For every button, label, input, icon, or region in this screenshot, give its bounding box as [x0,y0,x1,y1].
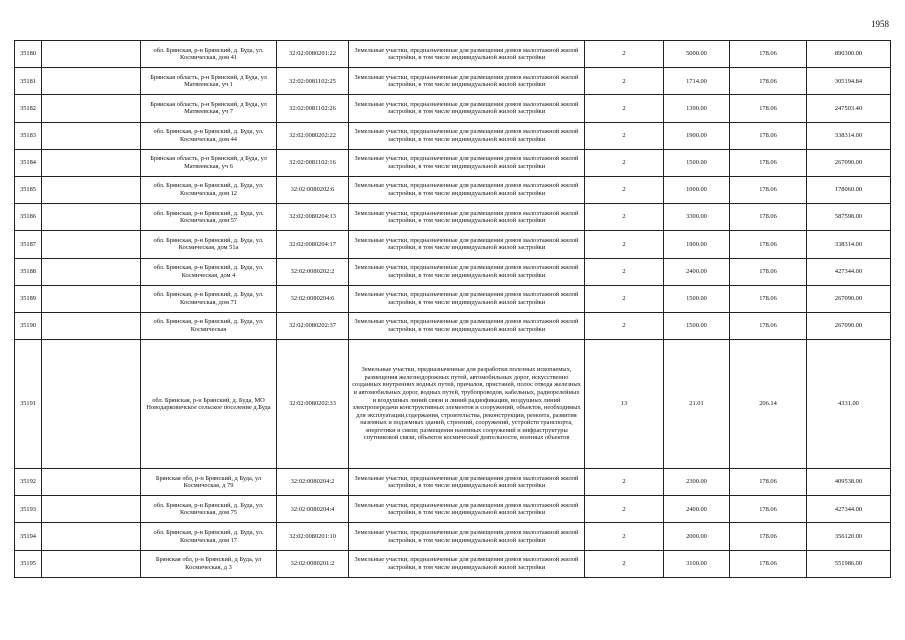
row-number-cell: 35189 [15,285,42,312]
blank-cell [42,258,141,285]
address-cell: обл. Брянская, р-н Брянский, д. Буда, ул. Космическая, дом 12 [141,176,277,203]
land-use-cell: Земельные участки, предназначенные для разработки полезных ископаемых, размещения железнодорожных путей, автомобильных дорог, искусственно созданных внутренних водных путей, причалов, пристаней, полос отвода железных и автомобильных дорог, водных путей, трубопроводов, кабельных, радиорелейных и воздушных линий связи и линий радиофикации, воздушных линий электропередачи конструктивных элементов и сооружений, объектов, необходимых для эксплуатации,содержания, строительства, реконструкции, ремонта, развития наземных и подземных зданий, строений, сооружений, устройств транспорта, энергетики и связи; размещения наземных сооружений и инфраструктуры спутниковой связи, объектов космической деятельности, военных объектов [349,340,585,469]
cadastral-number-cell: 32:02:0080202:2 [277,258,349,285]
land-use-cell: Земельные участки, предназначенные для размещения домов малоэтажной жилой застройки, в том числе индивидуальной жилой застройки [349,149,585,176]
address-cell: Брянская обл, р-н Брянский, д Буда, ул Космическая, д 79 [141,469,277,496]
cadastral-number-cell: 32:02:0080202:22 [277,122,349,149]
row-number-cell: 35186 [15,204,42,231]
row-number-cell: 35184 [15,149,42,176]
rate-cell: 178.06 [730,204,807,231]
table-row [15,340,891,469]
land-use-cell: Земельные участки, предназначенные для размещения домов малоэтажной жилой застройки, в том числе индивидуальной жилой застройки [349,176,585,203]
area-cell: 5000.00 [664,41,730,68]
row-number-cell: 35180 [15,41,42,68]
blank-cell [42,122,141,149]
area-cell: 1714.00 [664,68,730,95]
area-cell: 1500.00 [664,285,730,312]
area-cell: 2300.00 [664,469,730,496]
cadastral-number-cell: 32:02:0080201:2 [277,550,349,577]
rate-cell: 178.06 [730,258,807,285]
table-row [15,204,891,231]
rate-cell: 178.06 [730,176,807,203]
cadastral-number-cell: 32:02:0080204:13 [277,204,349,231]
cadastral-value-cell: 4331.00 [807,340,891,469]
group-cell: 2 [585,469,664,496]
cadastral-value-cell: 356120.00 [807,523,891,550]
cadastral-value-cell: 267090.00 [807,285,891,312]
cadastral-value-cell: 305194.84 [807,68,891,95]
group-cell: 2 [585,41,664,68]
cadastral-value-cell: 587598.00 [807,204,891,231]
cadastral-value-cell: 551986.00 [807,550,891,577]
land-use-cell: Земельные участки, предназначенные для размещения домов малоэтажной жилой застройки, в том числе индивидуальной жилой застройки [349,469,585,496]
blank-cell [42,231,141,258]
group-cell: 2 [585,149,664,176]
group-cell: 2 [585,68,664,95]
cadastral-value-cell: 267090.00 [807,149,891,176]
cadastral-number-cell: 32:02:0081102:16 [277,149,349,176]
land-use-cell: Земельные участки, предназначенные для размещения домов малоэтажной жилой застройки, в том числе индивидуальной жилой застройки [349,496,585,523]
table-row [15,469,891,496]
cadastral-value-table [14,40,891,578]
area-cell: 2400.00 [664,496,730,523]
group-cell: 2 [585,204,664,231]
address-cell: Брянская область, р-н Брянский, д Буда, ул Матвеевская, уч 7 [141,95,277,122]
cadastral-number-cell: 32:02:0080201:10 [277,523,349,550]
table-row [15,523,891,550]
table-row [15,149,891,176]
land-use-cell: Земельные участки, предназначенные для размещения домов малоэтажной жилой застройки, в том числе индивидуальной жилой застройки [349,95,585,122]
rate-cell: 178.06 [730,122,807,149]
cadastral-value-cell: 427344.00 [807,496,891,523]
cadastral-number-cell: 32:02:0080202:37 [277,312,349,339]
land-use-cell: Земельные участки, предназначенные для размещения домов малоэтажной жилой застройки, в том числе индивидуальной жилой застройки [349,550,585,577]
row-number-cell: 35190 [15,312,42,339]
blank-cell [42,149,141,176]
cadastral-number-cell: 32:02:0080201:22 [277,41,349,68]
table-row [15,312,891,339]
group-cell: 2 [585,523,664,550]
rate-cell: 178.06 [730,496,807,523]
table-row [15,550,891,577]
land-use-cell: Земельные участки, предназначенные для размещения домов малоэтажной жилой застройки, в том числе индивидуальной жилой застройки [349,204,585,231]
address-cell: обл. Брянская, р-н Брянский, д. Буда, ул. Космическая, дом 71 [141,285,277,312]
group-cell: 2 [585,258,664,285]
table-row [15,41,891,68]
table-row [15,95,891,122]
row-number-cell: 35187 [15,231,42,258]
rate-cell: 178.06 [730,149,807,176]
blank-cell [42,469,141,496]
blank-cell [42,41,141,68]
address-cell: обл. Брянская, р-н Брянский, д. Буда, ул. Космическая, дом 17 [141,523,277,550]
cadastral-value-cell: 178060.00 [807,176,891,203]
row-number-cell: 35195 [15,550,42,577]
cadastral-number-cell: 32:02:0081102:25 [277,68,349,95]
blank-cell [42,176,141,203]
address-cell: обл. Брянская, р-н Брянский, д. Буда, ул. Космическая, дом 4 [141,258,277,285]
rate-cell: 178.06 [730,285,807,312]
address-cell: обл. Брянская, р-н Брянский, д. Буда, ул. Космическая, дом 57 [141,204,277,231]
row-number-cell: 35188 [15,258,42,285]
area-cell: 1900.00 [664,122,730,149]
area-cell: 1000.00 [664,176,730,203]
group-cell: 2 [585,496,664,523]
row-number-cell: 35192 [15,469,42,496]
address-cell: Брянская обл, р-н Брянский, д Буда, ул Космическая, д 3 [141,550,277,577]
row-number-cell: 35191 [15,340,42,469]
land-use-cell: Земельные участки, предназначенные для размещения домов малоэтажной жилой застройки, в том числе индивидуальной жилой застройки [349,523,585,550]
cadastral-value-cell: 338314.00 [807,122,891,149]
land-use-cell: Земельные участки, предназначенные для размещения домов малоэтажной жилой застройки, в том числе индивидуальной жилой застройки [349,312,585,339]
blank-cell [42,285,141,312]
blank-cell [42,68,141,95]
row-number-cell: 35193 [15,496,42,523]
area-cell: 21.01 [664,340,730,469]
rate-cell: 178.06 [730,523,807,550]
address-cell: обл. Брянская, р-н Брянский, д. Буда, ул. Космическая [141,312,277,339]
rate-cell: 178.06 [730,68,807,95]
row-number-cell: 35181 [15,68,42,95]
table-row [15,176,891,203]
rate-cell: 178.06 [730,41,807,68]
cadastral-number-cell: 32:02:0081102:26 [277,95,349,122]
blank-cell [42,95,141,122]
group-cell: 2 [585,285,664,312]
group-cell: 2 [585,312,664,339]
address-cell: обл. Брянская, р-н Брянский, д. Буда, ул. Космическая, дом 41 [141,41,277,68]
area-cell: 1500.00 [664,149,730,176]
blank-cell [42,204,141,231]
table-row [15,68,891,95]
area-cell: 3100.00 [664,550,730,577]
row-number-cell: 35182 [15,95,42,122]
table-row [15,496,891,523]
cadastral-value-cell: 890300.00 [807,41,891,68]
group-cell: 13 [585,340,664,469]
group-cell: 2 [585,231,664,258]
rate-cell: 178.06 [730,312,807,339]
rate-cell: 178.06 [730,469,807,496]
rate-cell: 178.06 [730,95,807,122]
address-cell: обл. Брянская, р-н Брянский, д. Буда, ул. Космическая, дом 51а [141,231,277,258]
cadastral-number-cell: 32:02:0080204:17 [277,231,349,258]
cadastral-number-cell: 32:02:0080202:33 [277,340,349,469]
cadastral-number-cell: 32:02:0080204:2 [277,469,349,496]
table-row [15,285,891,312]
address-cell: обл. Брянская, р-н Брянский, д. Буда, ул. Космическая, дом 75 [141,496,277,523]
cadastral-number-cell: 32:02:0080204:6 [277,285,349,312]
address-cell: обл. Брянская, р-н Брянский, д. Буда, МО Новодарковичское сельское поселение д.Буда [141,340,277,469]
cadastral-value-cell: 247503.40 [807,95,891,122]
blank-cell [42,496,141,523]
blank-cell [42,523,141,550]
rate-cell: 178.06 [730,550,807,577]
address-cell: Брянская область, р-н Брянский, д Буда, ул Матвеевская, уч 1 [141,68,277,95]
group-cell: 2 [585,95,664,122]
row-number-cell: 35183 [15,122,42,149]
area-cell: 1390.00 [664,95,730,122]
page-number: 1958 [871,19,889,29]
group-cell: 2 [585,122,664,149]
blank-cell [42,340,141,469]
table-row [15,231,891,258]
blank-cell [42,550,141,577]
cadastral-value-cell: 409538.00 [807,469,891,496]
group-cell: 2 [585,176,664,203]
row-number-cell: 35185 [15,176,42,203]
cadastral-value-cell: 427344.00 [807,258,891,285]
area-cell: 1900.00 [664,231,730,258]
address-cell: Брянская область, р-н Брянский, д Буда, ул Матвеевская, уч 6 [141,149,277,176]
land-use-cell: Земельные участки, предназначенные для размещения домов малоэтажной жилой застройки, в том числе индивидуальной жилой застройки [349,122,585,149]
area-cell: 2400.00 [664,258,730,285]
table-body [15,41,891,578]
area-cell: 2000.00 [664,523,730,550]
cadastral-number-cell: 32:02:0080204:4 [277,496,349,523]
cadastral-value-cell: 267090.00 [807,312,891,339]
land-use-cell: Земельные участки, предназначенные для размещения домов малоэтажной жилой застройки, в том числе индивидуальной жилой застройки [349,285,585,312]
table-row [15,122,891,149]
cadastral-number-cell: 32:02:0080202:6 [277,176,349,203]
table-row [15,258,891,285]
land-use-cell: Земельные участки, предназначенные для размещения домов малоэтажной жилой застройки, в том числе индивидуальной жилой застройки [349,258,585,285]
row-number-cell: 35194 [15,523,42,550]
address-cell: обл. Брянская, р-н Брянский, д. Буда, ул. Космическая, дом 44 [141,122,277,149]
rate-cell: 206.14 [730,340,807,469]
land-use-cell: Земельные участки, предназначенные для размещения домов малоэтажной жилой застройки, в том числе индивидуальной жилой застройки [349,41,585,68]
area-cell: 1500.00 [664,312,730,339]
blank-cell [42,312,141,339]
cadastral-value-cell: 338314.00 [807,231,891,258]
land-use-cell: Земельные участки, предназначенные для размещения домов малоэтажной жилой застройки, в том числе индивидуальной жилой застройки [349,68,585,95]
land-use-cell: Земельные участки, предназначенные для размещения домов малоэтажной жилой застройки, в том числе индивидуальной жилой застройки [349,231,585,258]
area-cell: 3300.00 [664,204,730,231]
group-cell: 2 [585,550,664,577]
rate-cell: 178.06 [730,231,807,258]
